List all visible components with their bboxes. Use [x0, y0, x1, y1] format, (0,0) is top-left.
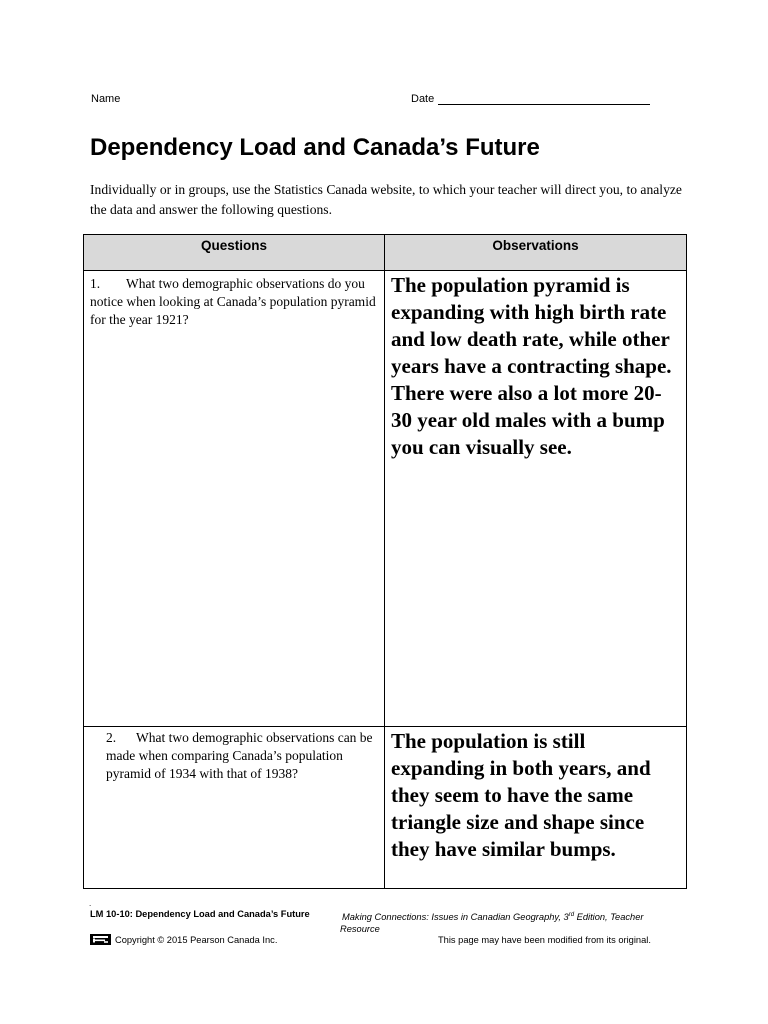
- footer-source: Making Connections: Issues in Canadian Geography, 3rd Edition, Teacher Resource: [340, 912, 644, 935]
- date-blank-line: [438, 94, 650, 105]
- table-header-row: [84, 235, 687, 271]
- questions-table: [83, 234, 687, 889]
- question-number: 1.: [90, 276, 101, 291]
- date-field: [411, 93, 650, 105]
- date-label: Date: [411, 93, 435, 105]
- answer-cell: [385, 271, 687, 727]
- table-row: [84, 727, 687, 889]
- table-row: [84, 271, 687, 727]
- question-number: 2.: [106, 730, 117, 745]
- question-text: What two demographic observations can be made when comparing Canada’s population pyramid of 1934 with that of 1938?: [106, 730, 373, 781]
- instructions: Individually or in groups, use the Statistics Canada website, to which your teacher will direct you, to analyze the data and answer the following questions.: [90, 182, 682, 217]
- answer-text: The population is still expanding in both years, and they seem to have the same triangle size and shape since they have similar bumps.: [391, 729, 651, 861]
- question-cell: [84, 271, 385, 727]
- answer-cell: [385, 727, 687, 889]
- observations-header: Observations: [385, 235, 687, 271]
- question-cell: [84, 727, 385, 889]
- question-text: What two demographic observations do you notice when looking at Canada’s population pyramid for the year 1921?: [90, 276, 376, 327]
- footer-dot: .: [89, 899, 92, 908]
- answer-text: The population pyramid is expanding with high birth rate and low death rate, while other years have a contracting shape. There were also a lot more 20-30 year old males with a bump you can visually see.: [391, 273, 672, 459]
- page-title: Dependency Load and Canada’s Future: [90, 134, 540, 161]
- footer-lesson-title: LM 10-10: Dependency Load and Canada’s Future: [90, 909, 310, 919]
- footer-modified-note: This page may have been modified from its original.: [438, 935, 651, 945]
- name-label: Name: [91, 93, 121, 105]
- pearson-logo-icon: [90, 934, 111, 945]
- footer-copyright: [90, 934, 277, 945]
- copyright-text: Copyright © 2015 Pearson Canada Inc.: [115, 934, 278, 945]
- questions-header: Questions: [84, 235, 385, 271]
